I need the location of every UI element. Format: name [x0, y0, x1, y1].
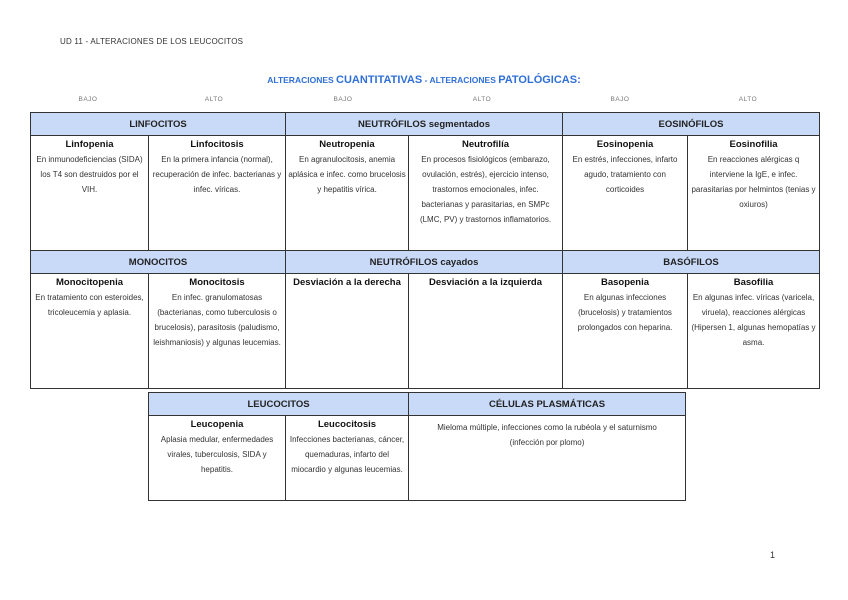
leukocyte-table-bottom — [148, 392, 686, 501]
cell-title: Neutrofilía — [462, 139, 509, 150]
table-row — [31, 136, 820, 251]
title-part-4: PATOLÓGICAS: — [498, 74, 581, 86]
cell-title: Eosinofilia — [729, 139, 778, 150]
cell-description: En algunas infec. víricas (varicela, viruela), reacciones alérgicas (Hipersen 1, algunas hemopatías y asma. — [691, 293, 816, 347]
cell-description: Mieloma múltiple, infecciones como la rubéola y el saturnismo (infección por plomo) — [437, 423, 657, 447]
cell-linfocitosis — [149, 136, 286, 251]
cell-description: En inmunodeficiencias (SIDA) los T4 son destruidos por el VIH. — [36, 155, 143, 194]
cell-description: En algunas infecciones (brucelosis) y tratamientos prolongados con heparina. — [577, 293, 673, 332]
cell-title: Basofilia — [733, 277, 774, 288]
cell-title: Basopenia — [600, 277, 650, 288]
cell-title: Linfopenia — [65, 139, 114, 150]
cell-title: Desviación a la izquierda — [429, 277, 543, 288]
table-header-row — [149, 393, 686, 416]
header-celulas-plasmaticas: CÉLULAS PLASMÁTICAS — [409, 393, 686, 416]
header-neutrofilos-cayados: NEUTRÓFILOS cayados — [286, 251, 563, 274]
cell-basopenia — [563, 274, 688, 389]
cell-desviacion-derecha — [286, 274, 409, 389]
cell-title: Leucocitosis — [317, 419, 377, 430]
cell-title: Neutropenia — [319, 139, 375, 150]
level-label: ALTO — [738, 96, 758, 103]
document-header: UD 11 - ALTERACIONES DE LOS LEUCOCITOS — [60, 37, 244, 46]
cell-description: En reacciones alérgicas q interviene la IgE, e infec. parasitarias por helmintos (tenias y oxiuros) — [691, 155, 816, 209]
header-basofilos: BASÓFILOS — [563, 251, 820, 274]
header-linfocitos: LINFOCITOS — [31, 113, 286, 136]
table-header-row — [31, 113, 820, 136]
title-part-3: - ALTERACIONES — [422, 75, 499, 85]
cell-neutrofilia — [409, 136, 563, 251]
cell-title: Eosinopenia — [596, 139, 654, 150]
cell-description: En la primera infancia (normal), recuperación de infec. bacterianas y infec. víricas. — [152, 155, 282, 194]
cell-monocitopenia — [31, 274, 149, 389]
cell-monocitosis — [149, 274, 286, 389]
cell-title: Monocitosis — [189, 277, 245, 288]
cell-title: Desviación a la derecha — [293, 277, 401, 288]
level-label: BAJO — [78, 96, 98, 103]
header-neutrofilos-segmentados: NEUTRÓFILOS segmentados — [286, 113, 563, 136]
table-row — [149, 416, 686, 501]
cell-leucopenia — [149, 416, 286, 501]
cell-leucocitosis — [286, 416, 409, 501]
cell-linfopenia — [31, 136, 149, 251]
level-label: ALTO — [204, 96, 224, 103]
cell-eosinopenia — [563, 136, 688, 251]
level-label: ALTO — [472, 96, 492, 103]
cell-title: Linfocitosis — [190, 139, 244, 150]
table-row — [31, 274, 820, 389]
page-number: 1 — [770, 550, 776, 560]
cell-title: Monocitopenia — [55, 277, 124, 288]
header-leucocitos: LEUCOCITOS — [149, 393, 409, 416]
page-title — [0, 74, 848, 86]
cell-basofilia — [688, 274, 820, 389]
header-eosinofilos: EOSINÓFILOS — [563, 113, 820, 136]
cell-description: En infec. granulomatosas (bacterianas, como tuberculosis o brucelosis), parasitosis (paludismo, leishmaniosis) y algunas leucemias. — [153, 293, 281, 347]
cell-description: En estrés, infecciones, infarto agudo, tratamiento con corticoides — [572, 155, 678, 194]
level-label: BAJO — [333, 96, 353, 103]
title-part-2: CUANTITATIVAS — [336, 74, 423, 86]
cell-description: En tratamiento con esteroides, tricoleucemia y aplasia. — [35, 293, 144, 317]
cell-desviacion-izquierda — [409, 274, 563, 389]
leukocyte-table — [30, 112, 820, 389]
cell-celulas-plasmaticas — [409, 416, 686, 501]
title-part-1: ALTERACIONES — [267, 75, 337, 85]
header-monocitos: MONOCITOS — [31, 251, 286, 274]
cell-title: Leucopenia — [190, 419, 244, 430]
level-label: BAJO — [610, 96, 630, 103]
cell-neutropenia — [286, 136, 409, 251]
cell-eosinofilia — [688, 136, 820, 251]
cell-description: Aplasia medular, enfermedades virales, tuberculosis, SIDA y hepatitis. — [160, 435, 274, 474]
cell-description: Infecciones bacterianas, cáncer, quemaduras, infarto del miocardio y algunas leucemias. — [289, 435, 405, 474]
cell-description: En agranulocitosis, anemia aplásica e infec. como brucelosis y hepatitis vírica. — [288, 155, 406, 194]
cell-description: En procesos fisiológicos (embarazo, ovulación, estrés), ejercicio intenso, trastornos emocionales, infec. bacterianas y parasitarias, en SMPc (LMC, PV) y trastornos inflamatorios. — [419, 155, 552, 224]
table-header-row — [31, 251, 820, 274]
